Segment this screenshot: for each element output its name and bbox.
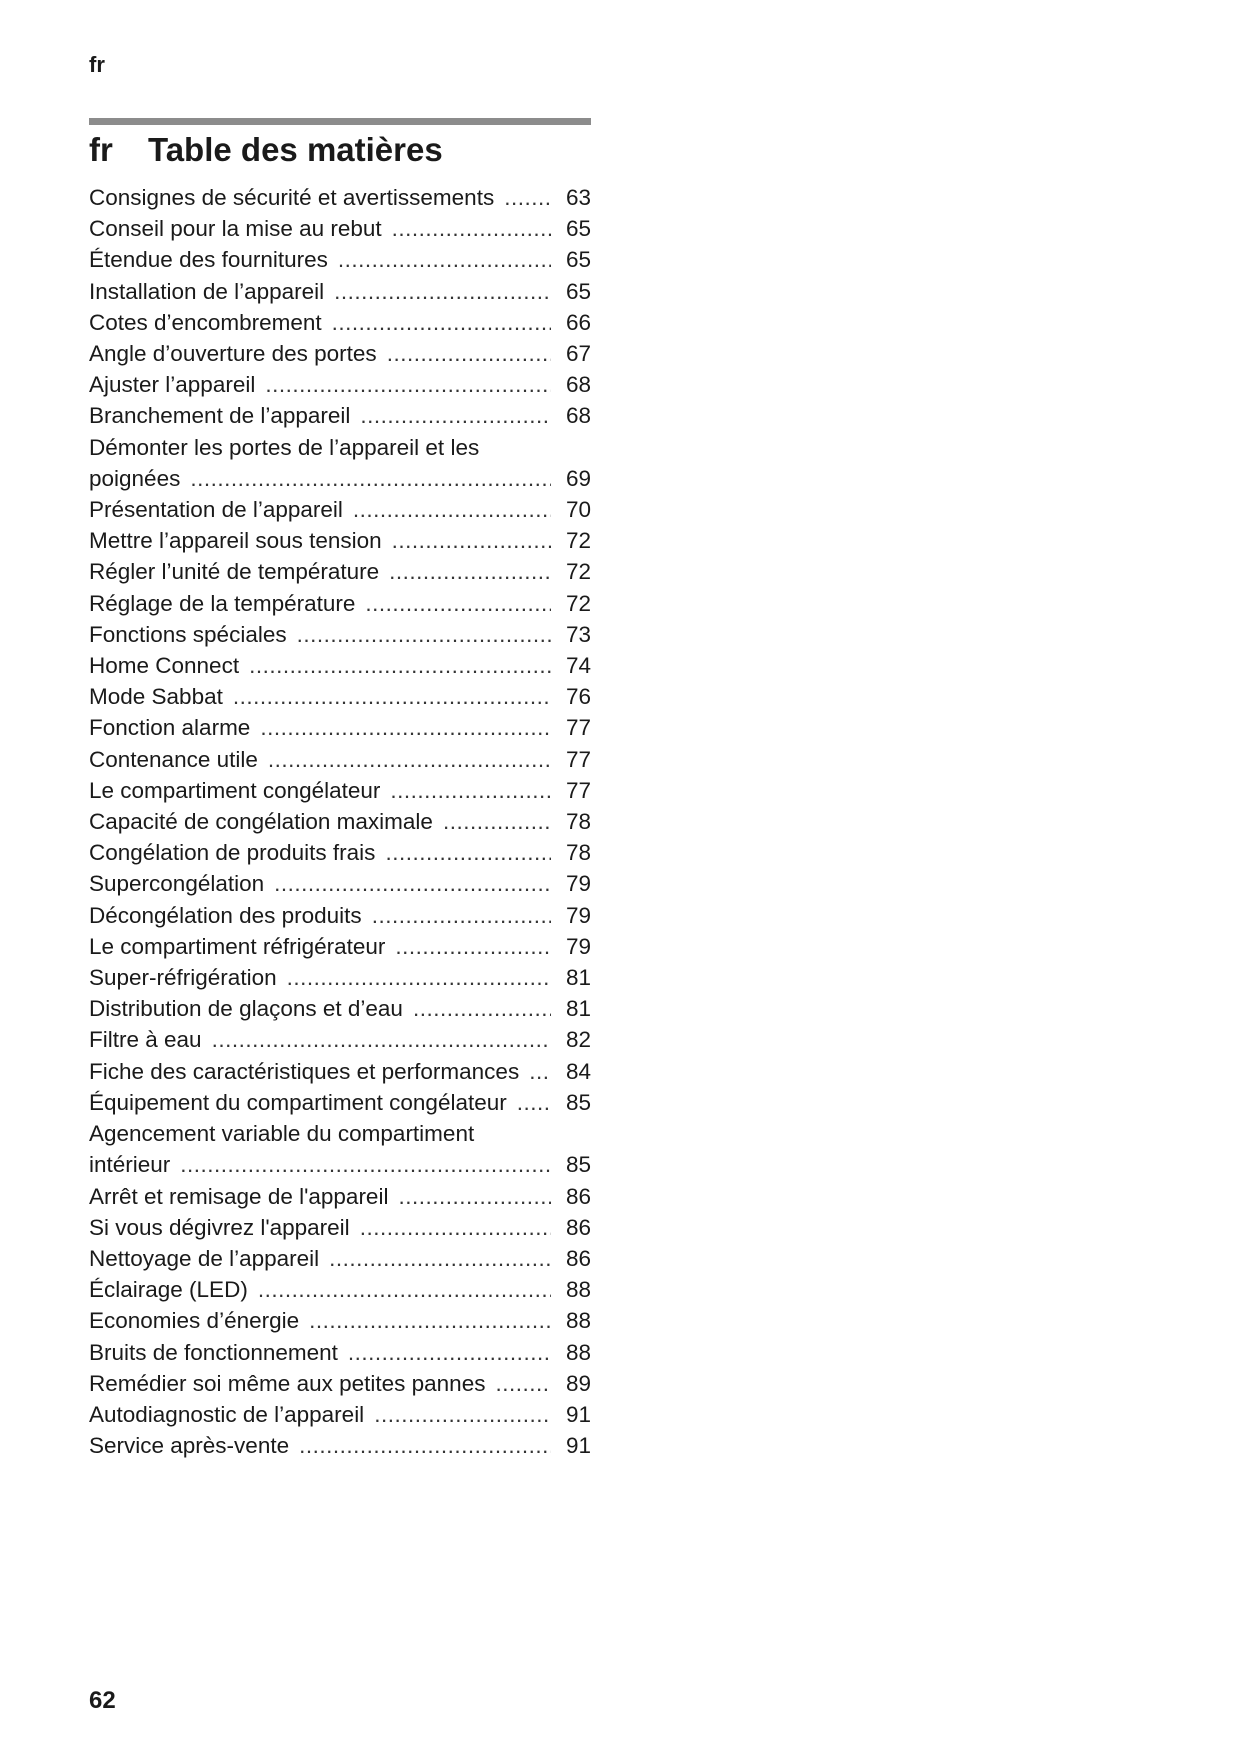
toc-entry-page-number: 76 <box>565 684 591 710</box>
toc-entry-label: Filtre à eau <box>89 1027 202 1053</box>
dot-leader <box>372 900 551 931</box>
toc-entry-page-number: 70 <box>565 497 591 523</box>
toc-entry-row <box>89 1399 591 1430</box>
dot-leader <box>517 1087 551 1118</box>
toc-entry-page-number: 86 <box>565 1183 591 1209</box>
toc-entry-row <box>89 806 591 837</box>
toc-entry-label: Super-réfrigération <box>89 965 277 991</box>
toc-entry[interactable] <box>89 276 591 307</box>
toc-entry-page-number: 84 <box>565 1058 591 1084</box>
toc-entry[interactable] <box>89 775 591 806</box>
toc-entry-page-number: 89 <box>565 1370 591 1396</box>
toc-entry-row <box>89 712 591 743</box>
toc-entry-label: Réglage de la température <box>89 590 356 616</box>
dot-leader <box>249 650 551 681</box>
toc-entry[interactable] <box>89 182 591 213</box>
dot-leader <box>265 369 551 400</box>
toc-entry-label: Décongélation des produits <box>89 902 362 928</box>
toc-entry[interactable] <box>89 1212 591 1243</box>
toc-entry-page-number: 78 <box>565 840 591 866</box>
toc-entry[interactable] <box>89 432 591 494</box>
toc-entry-row <box>89 307 591 338</box>
toc-entry-row <box>89 1305 591 1336</box>
toc-entry[interactable] <box>89 681 591 712</box>
toc-entry-label: intérieur <box>89 1152 171 1178</box>
toc-entry-label: Équipement du compartiment congélateur <box>89 1089 507 1115</box>
toc-entry-page-number: 65 <box>565 278 591 304</box>
heading-language-code: fr <box>89 131 113 168</box>
toc-entry[interactable] <box>89 868 591 899</box>
toc-entry-row <box>89 494 591 525</box>
dot-leader <box>180 1149 551 1180</box>
dot-leader <box>360 1212 551 1243</box>
toc-entry-row <box>89 962 591 993</box>
language-header: fr <box>89 52 105 77</box>
toc-entry-page-number: 88 <box>565 1339 591 1365</box>
dot-leader <box>212 1024 551 1055</box>
toc-entry-page-number: 88 <box>565 1308 591 1334</box>
dot-leader <box>365 588 551 619</box>
toc-entry-label: poignées <box>89 465 181 491</box>
toc-entry-row <box>89 1337 591 1368</box>
toc-entry-row <box>89 744 591 775</box>
toc-entry-page-number: 82 <box>565 1027 591 1053</box>
toc-entry[interactable] <box>89 494 591 525</box>
toc-entry-row <box>89 588 591 619</box>
toc-entry-row <box>89 1087 591 1118</box>
toc-entry[interactable] <box>89 525 591 556</box>
dot-leader <box>233 681 551 712</box>
toc-entry-label: Consignes de sécurité et avertissements <box>89 185 495 210</box>
toc-entry-label: Service après-vente <box>89 1433 290 1459</box>
toc-entry-row <box>89 276 591 307</box>
page-title: Table des matières <box>148 131 443 168</box>
toc-entry-label: Étendue des fournitures <box>89 247 328 273</box>
dot-leader <box>274 868 551 899</box>
toc-entry[interactable] <box>89 369 591 400</box>
toc-entry-page-number: 72 <box>565 528 591 554</box>
table-of-contents <box>89 182 591 1461</box>
toc-entry-page-number: 79 <box>565 902 591 928</box>
toc-entry-label: Mode Sabbat <box>89 684 223 710</box>
dot-leader <box>329 1243 551 1274</box>
toc-entry-row <box>89 775 591 806</box>
toc-entry-label: Remédier soi même aux petites pannes <box>89 1370 486 1396</box>
toc-entry-page-number: 72 <box>565 559 591 585</box>
toc-entry-row <box>89 369 591 400</box>
toc-entry-page-number: 69 <box>565 465 591 491</box>
dot-leader <box>260 712 551 743</box>
toc-entry-page-number: 77 <box>565 715 591 741</box>
toc-entry[interactable] <box>89 338 591 369</box>
toc-entry-page-number: 68 <box>565 403 591 429</box>
toc-entry[interactable] <box>89 1274 591 1305</box>
dot-leader <box>389 556 551 587</box>
toc-entry-row <box>89 463 591 494</box>
dot-leader <box>390 775 551 806</box>
toc-entry-page-number: 86 <box>565 1245 591 1271</box>
toc-entry[interactable] <box>89 244 591 275</box>
toc-entry-label: Economies d’énergie <box>89 1308 300 1334</box>
toc-entry[interactable] <box>89 1430 591 1461</box>
toc-entry-row <box>89 182 591 213</box>
toc-entry-label: Ajuster l’appareil <box>89 372 256 398</box>
dot-leader <box>348 1337 551 1368</box>
toc-entry-row <box>89 1212 591 1243</box>
dot-leader <box>398 1181 551 1212</box>
toc-entry[interactable] <box>89 556 591 587</box>
toc-entry-row <box>89 1274 591 1305</box>
toc-entry-row <box>89 1181 591 1212</box>
toc-entry[interactable] <box>89 619 591 650</box>
toc-entry-row <box>89 556 591 587</box>
heading-rule <box>89 118 591 125</box>
toc-entry-page-number: 85 <box>565 1089 591 1115</box>
toc-entry-label: Le compartiment congélateur <box>89 777 381 803</box>
toc-entry-page-number: 91 <box>565 1433 591 1459</box>
toc-entry-label: Angle d’ouverture des portes <box>89 341 377 367</box>
dot-leader <box>395 931 551 962</box>
toc-entry[interactable] <box>89 213 591 244</box>
toc-entry-label: Autodiagnostic de l’appareil <box>89 1401 365 1427</box>
toc-entry-page-number: 77 <box>565 777 591 803</box>
toc-entry[interactable] <box>89 837 591 868</box>
toc-entry-row <box>89 650 591 681</box>
toc-entry-label: Congélation de produits frais <box>89 840 376 866</box>
dot-leader <box>413 993 551 1024</box>
toc-entry-label-first-line: Agencement variable du compartiment <box>89 1121 475 1147</box>
toc-entry-page-number: 65 <box>565 247 591 273</box>
toc-entry-page-number: 79 <box>565 933 591 959</box>
dot-leader <box>268 744 551 775</box>
toc-entry[interactable] <box>89 1399 591 1430</box>
toc-entry-row <box>89 400 591 431</box>
toc-entry[interactable] <box>89 650 591 681</box>
toc-entry[interactable] <box>89 712 591 743</box>
toc-entry-page-number: 66 <box>565 309 591 335</box>
toc-entry-page-number: 74 <box>565 653 591 679</box>
dot-leader <box>297 619 551 650</box>
toc-entry-label: Présentation de l’appareil <box>89 497 343 523</box>
toc-entry-label: Branchement de l’appareil <box>89 403 351 429</box>
toc-entry-label: Éclairage (LED) <box>89 1277 248 1303</box>
dot-leader <box>529 1056 551 1087</box>
toc-entry-label: Nettoyage de l’appareil <box>89 1245 320 1271</box>
toc-heading <box>89 128 609 172</box>
dot-leader <box>353 494 551 525</box>
toc-entry-page-number: 78 <box>565 809 591 835</box>
page-number: 62 <box>89 1687 116 1714</box>
toc-entry-row <box>89 868 591 899</box>
toc-entry[interactable] <box>89 1305 591 1336</box>
toc-entry-page-number: 91 <box>565 1401 591 1427</box>
dot-leader <box>299 1430 551 1461</box>
toc-entry-label: Cotes d’encombrement <box>89 309 322 335</box>
toc-entry[interactable] <box>89 1118 591 1180</box>
toc-entry-label: Si vous dégivrez l'appareil <box>89 1214 350 1240</box>
toc-entry[interactable] <box>89 993 591 1024</box>
toc-entry-label: Arrêt et remisage de l'appareil <box>89 1183 389 1209</box>
toc-entry-row <box>89 1056 591 1087</box>
dot-leader <box>287 962 551 993</box>
toc-entry-label: Fonctions spéciales <box>89 621 287 647</box>
toc-entry[interactable] <box>89 1056 591 1087</box>
toc-entry[interactable] <box>89 806 591 837</box>
toc-entry-page-number: 81 <box>565 996 591 1022</box>
dot-leader <box>387 338 551 369</box>
toc-entry-label: Capacité de congélation maximale <box>89 809 433 835</box>
toc-entry[interactable] <box>89 962 591 993</box>
toc-entry-label: Fonction alarme <box>89 715 251 741</box>
toc-entry[interactable] <box>89 1368 591 1399</box>
toc-entry-row <box>89 338 591 369</box>
toc-entry-page-number: 68 <box>565 372 591 398</box>
dot-leader <box>374 1399 551 1430</box>
toc-entry-page-number: 73 <box>565 621 591 647</box>
dot-leader <box>392 213 551 244</box>
toc-entry-page-number: 72 <box>565 590 591 616</box>
toc-entry-page-number: 85 <box>565 1152 591 1178</box>
toc-entry-row <box>89 619 591 650</box>
dot-leader <box>392 525 551 556</box>
toc-entry-label: Fiche des caractéristiques et performances <box>89 1058 520 1084</box>
toc-entry-page-number: 88 <box>565 1277 591 1303</box>
toc-entry[interactable] <box>89 400 591 431</box>
toc-entry-label: Régler l’unité de température <box>89 559 380 585</box>
toc-entry-row <box>89 1024 591 1055</box>
toc-entry-row <box>89 900 591 931</box>
toc-entry-label-first-line: Démonter les portes de l’appareil et les <box>89 434 480 460</box>
toc-entry-label: Le compartiment réfrigérateur <box>89 933 386 959</box>
toc-entry[interactable] <box>89 1024 591 1055</box>
dot-leader <box>504 182 551 213</box>
toc-entry-label: Mettre l’appareil sous tension <box>89 528 382 554</box>
toc-entry-row <box>89 525 591 556</box>
toc-entry[interactable] <box>89 1087 591 1118</box>
toc-entry-row <box>89 244 591 275</box>
toc-entry-label: Installation de l’appareil <box>89 278 325 304</box>
toc-entry-row <box>89 1243 591 1274</box>
toc-entry-row <box>89 213 591 244</box>
toc-entry-page-number: 79 <box>565 871 591 897</box>
dot-leader <box>332 307 551 338</box>
toc-entry[interactable] <box>89 1243 591 1274</box>
toc-entry[interactable] <box>89 931 591 962</box>
toc-entry-label: Home Connect <box>89 653 240 679</box>
toc-entry-page-number: 65 <box>565 216 591 242</box>
toc-entry-row <box>89 993 591 1024</box>
toc-entry-label: Contenance utile <box>89 746 258 772</box>
dot-leader <box>385 837 551 868</box>
toc-entry-row <box>89 681 591 712</box>
toc-entry[interactable] <box>89 1181 591 1212</box>
dot-leader <box>338 244 551 275</box>
toc-entry-row <box>89 931 591 962</box>
toc-entry-row <box>89 1368 591 1399</box>
toc-entry-page-number: 86 <box>565 1214 591 1240</box>
toc-entry[interactable] <box>89 1337 591 1368</box>
toc-entry[interactable] <box>89 307 591 338</box>
dot-leader <box>495 1368 551 1399</box>
toc-entry-page-number: 67 <box>565 341 591 367</box>
toc-entry-page-number: 81 <box>565 965 591 991</box>
dot-leader <box>334 276 551 307</box>
dot-leader <box>360 400 551 431</box>
toc-entry[interactable] <box>89 588 591 619</box>
toc-entry-row <box>89 1149 591 1180</box>
toc-entry[interactable] <box>89 900 591 931</box>
toc-entry-page-number: 63 <box>565 185 591 210</box>
toc-entry-label: Distribution de glaçons et d’eau <box>89 996 403 1022</box>
toc-entry[interactable] <box>89 744 591 775</box>
toc-entry-row <box>89 1430 591 1461</box>
toc-entry-page-number: 77 <box>565 746 591 772</box>
toc-entry-label: Bruits de fonctionnement <box>89 1339 338 1365</box>
toc-entry-label: Supercongélation <box>89 871 265 897</box>
dot-leader <box>190 463 551 494</box>
dot-leader <box>443 806 551 837</box>
dot-leader <box>309 1305 551 1336</box>
toc-entry-label: Conseil pour la mise au rebut <box>89 216 382 242</box>
dot-leader <box>258 1274 551 1305</box>
toc-entry-row <box>89 837 591 868</box>
